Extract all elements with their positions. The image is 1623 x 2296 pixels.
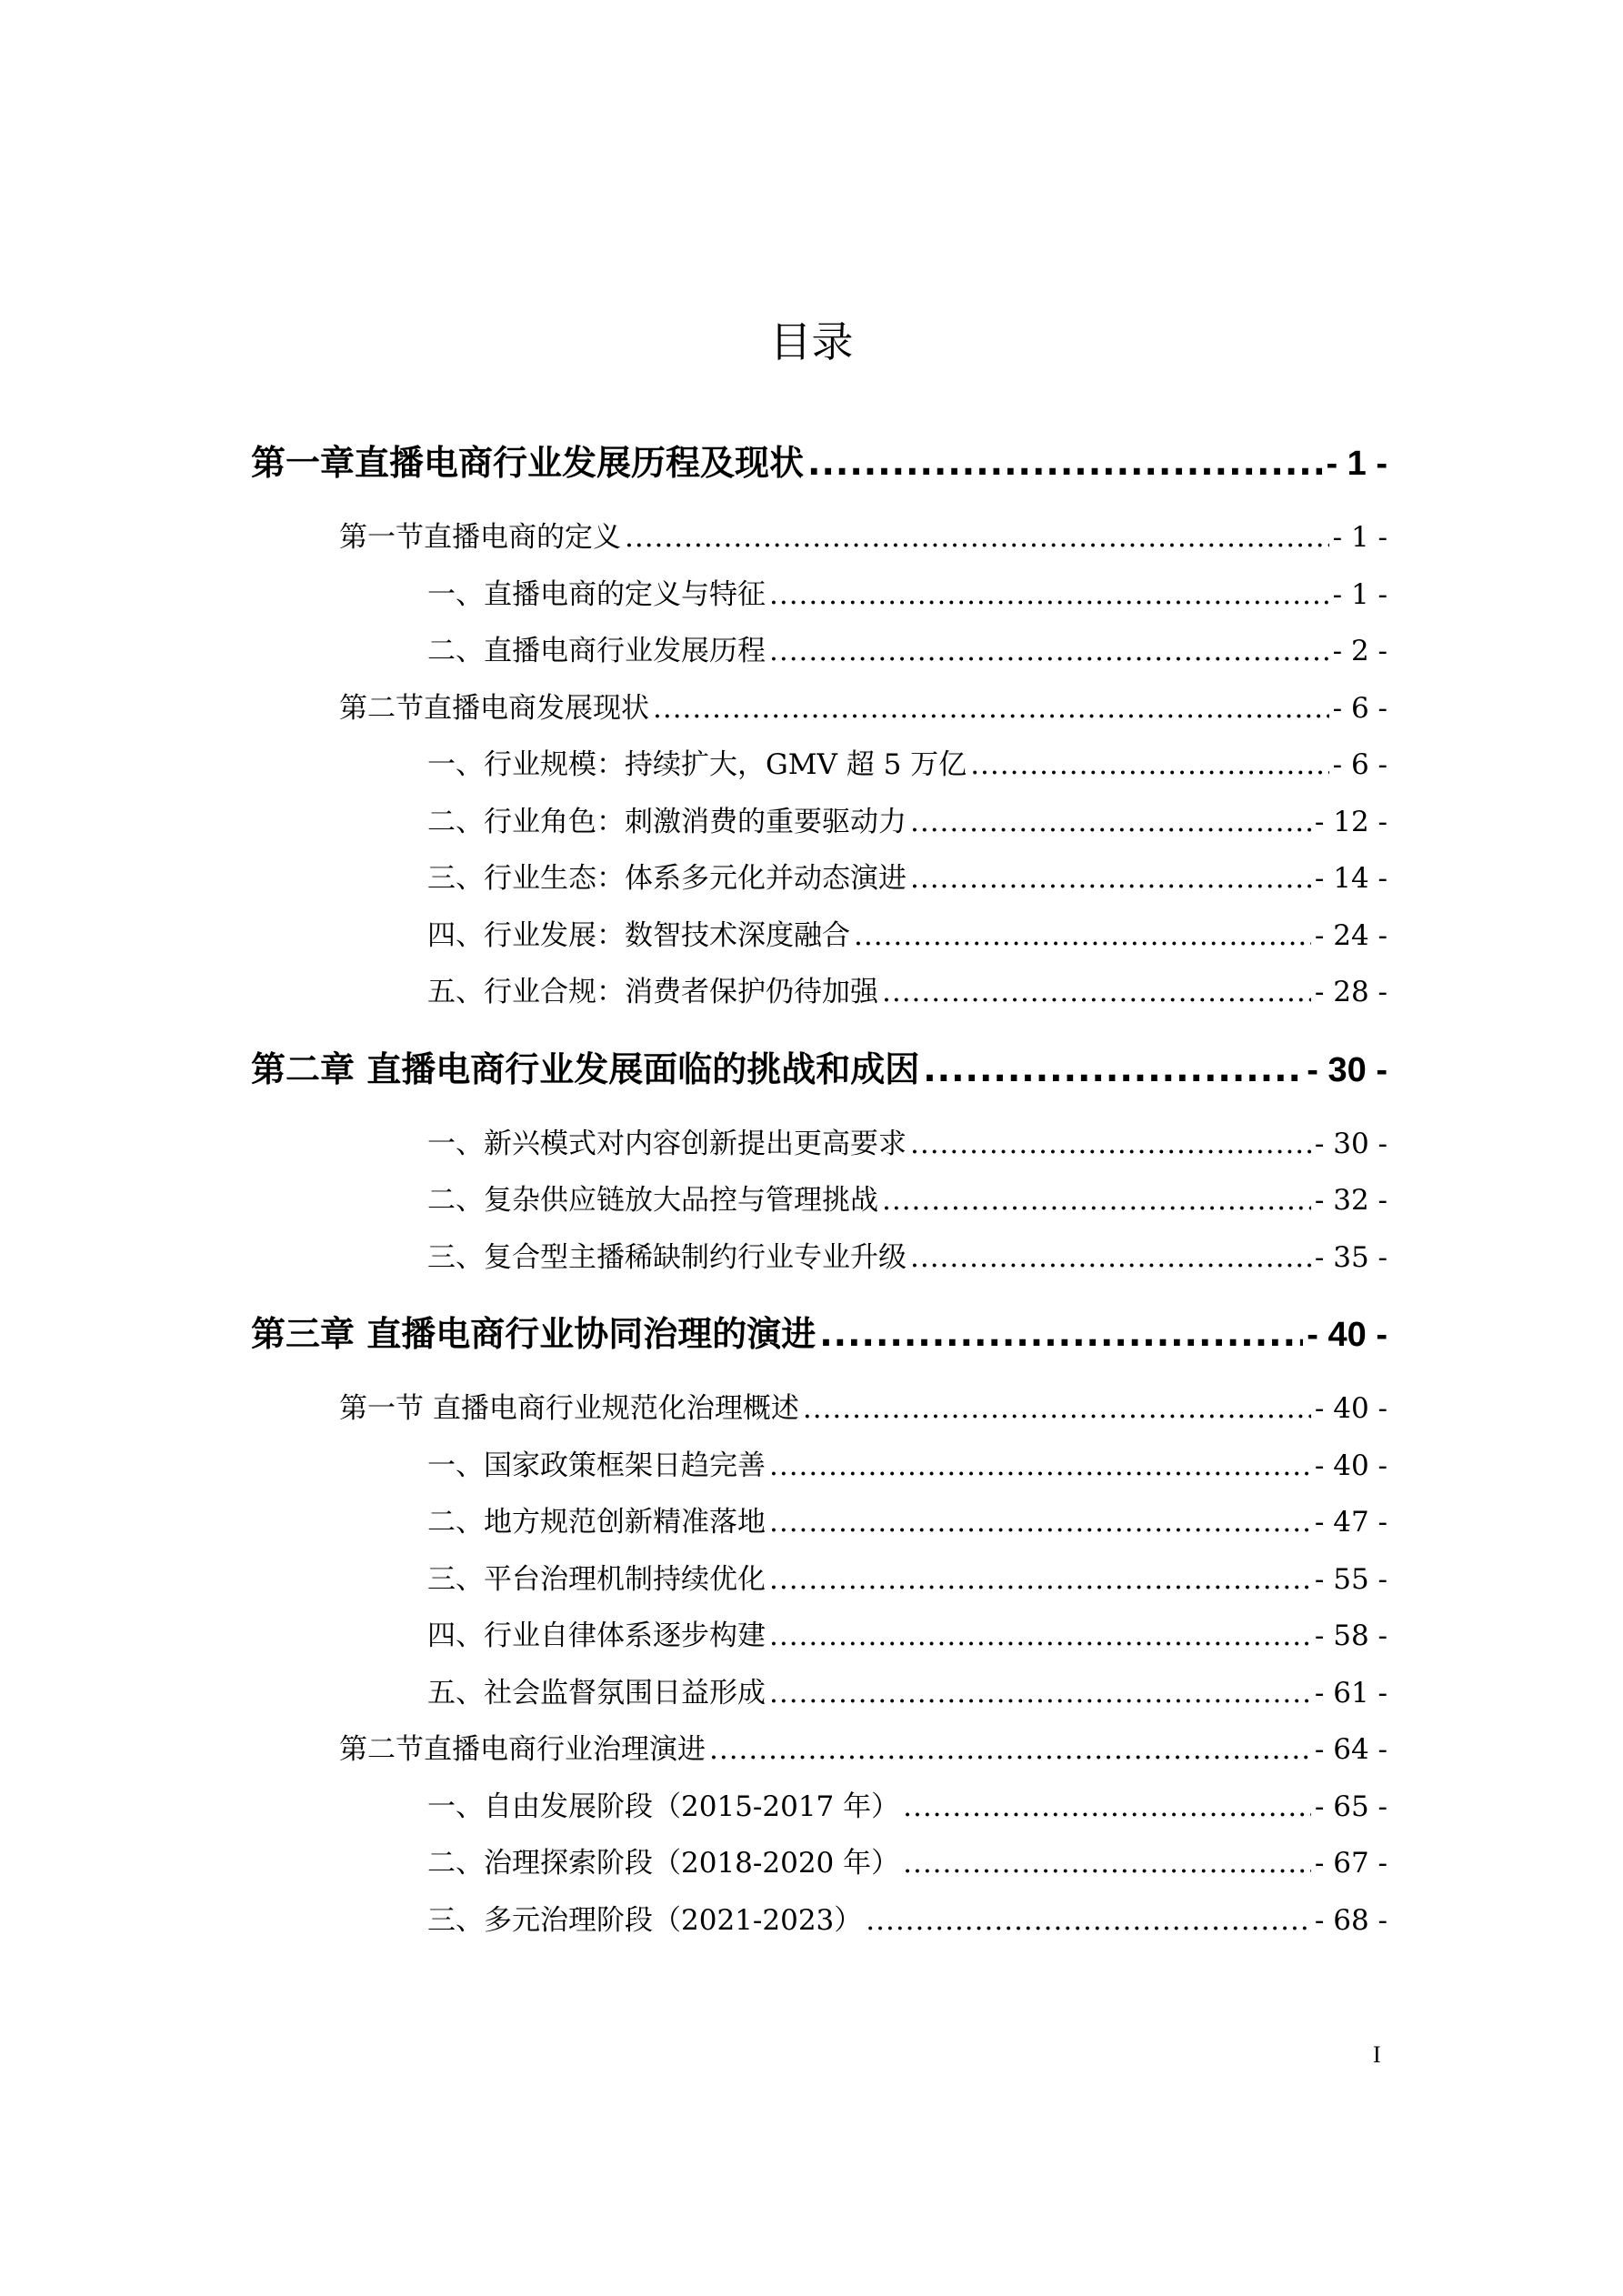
toc-entry-item[interactable] (251, 737, 1388, 794)
toc-entry-section[interactable] (251, 680, 1388, 737)
toc-entry-page: - 61 - (1314, 1676, 1388, 1709)
dot-leader (709, 1721, 1311, 1779)
dot-leader (819, 1302, 1303, 1366)
toc-entry-page: - 67 - (1314, 1847, 1388, 1880)
dot-leader (625, 509, 1329, 566)
toc-entry-page: - 47 - (1314, 1506, 1388, 1539)
toc-entry-label: 三、行业生态：体系多元化并动态演进 (427, 862, 907, 895)
dot-leader (769, 1608, 1311, 1665)
dot-leader (769, 566, 1329, 624)
toc-entry-label: 一、直播电商的定义与特征 (427, 577, 766, 611)
toc-title: 目录 (769, 317, 854, 366)
toc-entry-label: 第一节 直播电商行业规范化治理概述 (339, 1392, 799, 1425)
dot-leader (769, 623, 1329, 680)
toc-entry-page: - 30 - (1314, 1127, 1388, 1160)
dot-leader (803, 1380, 1311, 1438)
toc-entry-item[interactable] (251, 1438, 1388, 1495)
toc-entry-page: - 24 - (1314, 918, 1388, 952)
toc-entry-page: - 64 - (1314, 1733, 1388, 1766)
toc-entry-label: 二、复杂供应链放大品控与管理挑战 (427, 1184, 878, 1217)
toc-entry-chapter[interactable] (251, 431, 1388, 495)
toc-entry-label: 二、治理探索阶段（2018-2020 年） (427, 1847, 900, 1880)
toc-entry-item[interactable] (251, 1116, 1388, 1173)
dot-leader (769, 1494, 1311, 1551)
toc-entry-item[interactable] (251, 566, 1388, 624)
dot-leader (910, 1229, 1311, 1287)
toc-entry-label: 二、地方规范创新精准落地 (427, 1506, 766, 1539)
toc-entry-item[interactable] (251, 1665, 1388, 1722)
toc-entry-label: 二、行业角色：刺激消费的重要驱动力 (427, 805, 907, 838)
toc-entry-label: 三、平台治理机制持续优化 (427, 1562, 766, 1596)
toc-entry-item[interactable] (251, 850, 1388, 907)
toc-entry-item[interactable] (251, 1892, 1388, 1950)
dot-leader (910, 850, 1311, 907)
table-of-contents (251, 431, 1388, 1949)
toc-entry-label: 五、行业合规：消费者保护仍待加强 (427, 976, 878, 1008)
toc-entry-item[interactable] (251, 907, 1388, 965)
dot-leader (769, 1551, 1311, 1609)
toc-entry-label: 三、多元治理阶段（2021-2023） (427, 1903, 863, 1937)
toc-entry-page: - 32 - (1314, 1184, 1388, 1217)
toc-entry-section[interactable] (251, 509, 1388, 566)
dot-leader (854, 907, 1311, 965)
toc-entry-section[interactable] (251, 1380, 1388, 1438)
dot-leader (903, 1779, 1311, 1836)
toc-entry-item[interactable] (251, 1835, 1388, 1892)
dot-leader (910, 1116, 1311, 1173)
toc-entry-section[interactable] (251, 1721, 1388, 1779)
dot-leader (866, 1892, 1311, 1950)
toc-entry-page: - 2 - (1332, 635, 1388, 667)
dot-leader (970, 737, 1328, 794)
dot-leader (903, 1835, 1311, 1892)
toc-entry-label: 二、直播电商行业发展历程 (427, 635, 766, 667)
dot-leader (910, 794, 1311, 851)
toc-entry-label: 五、社会监督氛围日益形成 (427, 1676, 766, 1709)
toc-entry-page: - 6 - (1332, 691, 1388, 725)
toc-entry-label: 一、行业规模：持续扩大，GMV 超 5 万亿 (427, 748, 967, 781)
toc-entry-page: - 1 - (1332, 521, 1388, 554)
toc-entry-page: - 35 - (1314, 1240, 1388, 1274)
toc-entry-page: - 30 - (1307, 1050, 1388, 1089)
toc-entry-item[interactable] (251, 964, 1388, 1021)
toc-entry-label: 第二节直播电商发展现状 (339, 691, 649, 725)
toc-entry-label: 第一章直播电商行业发展历程及现状 (251, 443, 805, 483)
toc-entry-label: 一、国家政策框架日趋完善 (427, 1449, 766, 1482)
toc-entry-label: 四、行业自律体系逐步构建 (427, 1619, 766, 1652)
toc-entry-page: - 40 - (1314, 1449, 1388, 1482)
toc-entry-page: - 1 - (1326, 445, 1388, 483)
toc-entry-label: 一、新兴模式对内容创新提出更高要求 (427, 1127, 907, 1160)
page-number: I (1373, 2041, 1381, 2068)
toc-entry-label: 第二节直播电商行业治理演进 (339, 1733, 706, 1766)
dot-leader (653, 680, 1329, 737)
toc-entry-page: - 28 - (1314, 976, 1388, 1008)
toc-entry-label: 第一节直播电商的定义 (339, 521, 621, 554)
toc-entry-page: - 12 - (1314, 805, 1388, 838)
toc-entry-chapter[interactable] (251, 1302, 1388, 1366)
toc-entry-label: 三、复合型主播稀缺制约行业专业升级 (427, 1240, 907, 1274)
toc-entry-item[interactable] (251, 794, 1388, 851)
dot-leader (882, 964, 1311, 1021)
toc-entry-item[interactable] (251, 623, 1388, 680)
toc-entry-page: - 14 - (1314, 862, 1388, 895)
toc-entry-page: - 6 - (1332, 748, 1388, 781)
toc-entry-item[interactable] (251, 1608, 1388, 1665)
toc-entry-item[interactable] (251, 1172, 1388, 1229)
toc-entry-page: - 65 - (1314, 1790, 1388, 1823)
toc-entry-item[interactable] (251, 1779, 1388, 1836)
dot-leader (769, 1665, 1311, 1722)
toc-entry-label: 第三章 直播电商行业协同治理的演进 (251, 1314, 817, 1354)
toc-entry-item[interactable] (251, 1551, 1388, 1609)
dot-leader (882, 1172, 1311, 1229)
dot-leader (807, 431, 1322, 495)
toc-entry-chapter[interactable] (251, 1038, 1388, 1101)
toc-entry-page: - 58 - (1314, 1619, 1388, 1652)
dot-leader (923, 1038, 1303, 1101)
toc-entry-page: - 68 - (1314, 1903, 1388, 1937)
toc-entry-page: - 40 - (1307, 1316, 1388, 1354)
toc-entry-item[interactable] (251, 1229, 1388, 1287)
dot-leader (769, 1438, 1311, 1495)
toc-entry-page: - 40 - (1314, 1392, 1388, 1425)
toc-entry-label: 一、自由发展阶段（2015-2017 年） (427, 1790, 900, 1823)
toc-entry-item[interactable] (251, 1494, 1388, 1551)
toc-entry-page: - 1 - (1332, 577, 1388, 611)
toc-entry-page: - 55 - (1314, 1562, 1388, 1596)
toc-entry-label: 第二章 直播电商行业发展面临的挑战和成因 (251, 1048, 920, 1089)
toc-entry-label: 四、行业发展：数智技术深度融合 (427, 918, 850, 952)
